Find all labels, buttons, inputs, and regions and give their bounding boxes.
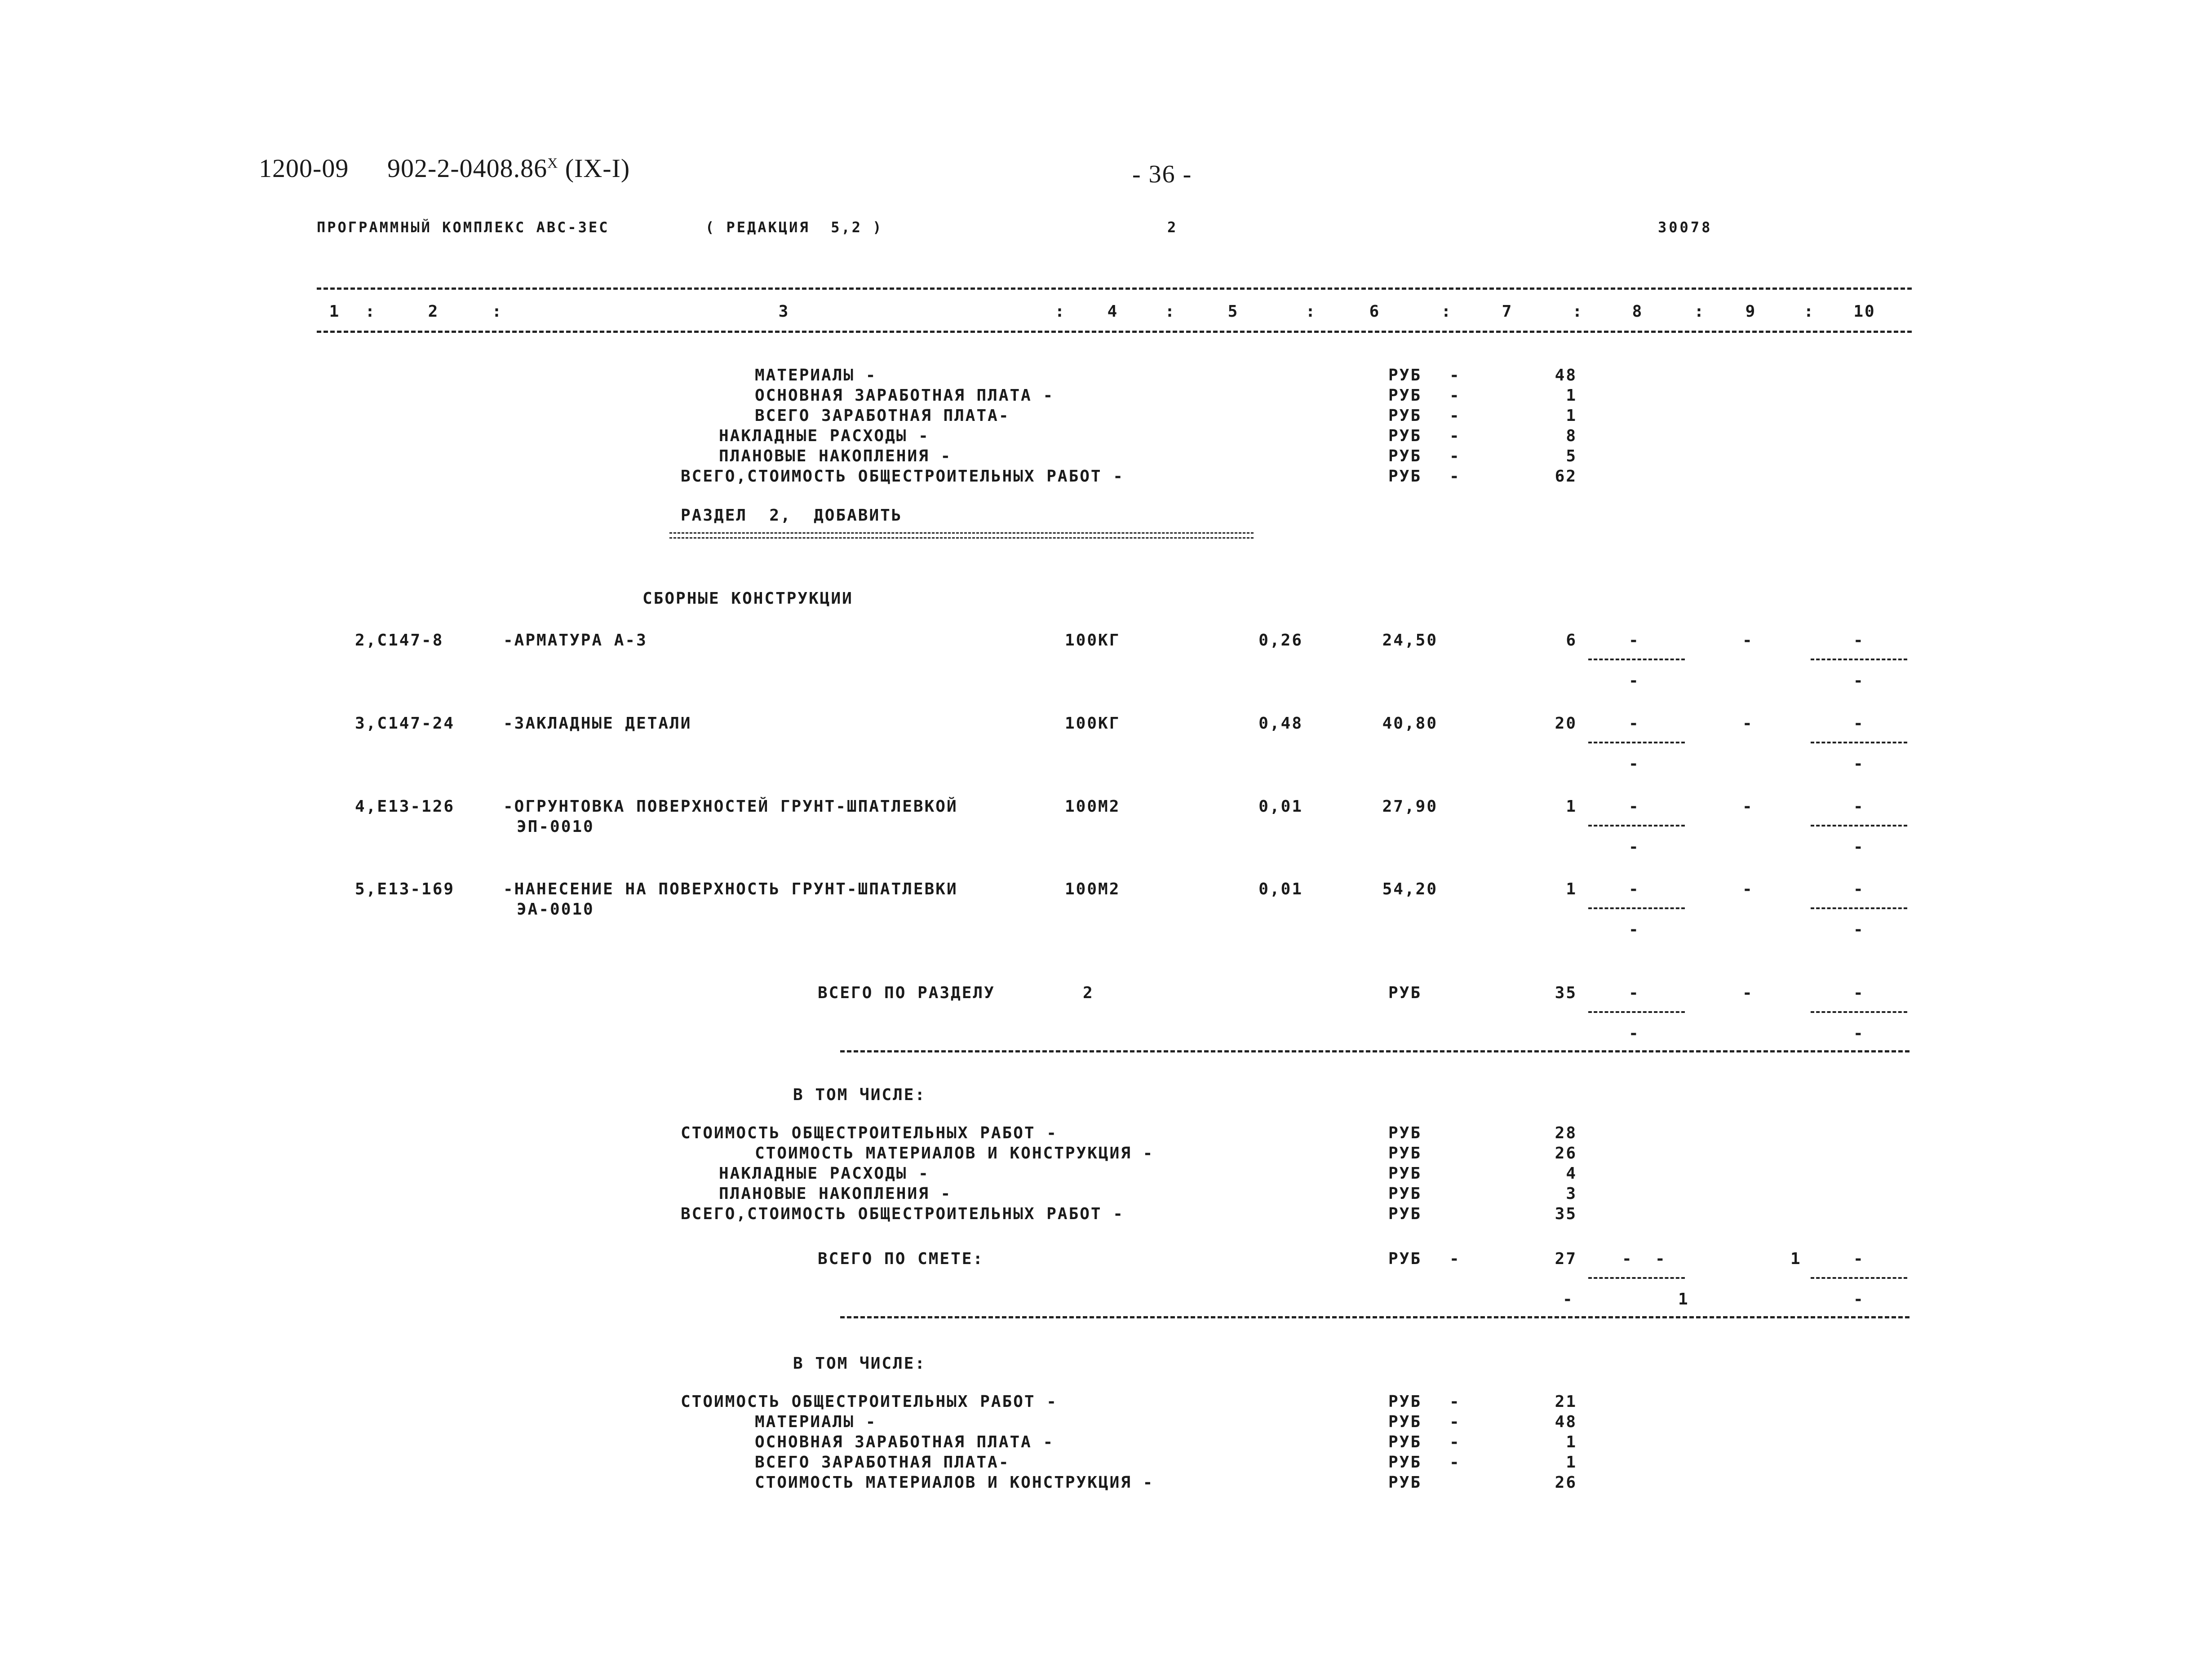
summary-top-label-3: НАКЛАДНЫЕ РАСХОДЫ - [719,427,930,445]
col10-bottom-mark: - [1853,838,1865,856]
col10-bottom-mark: - [1853,672,1865,690]
col-sep-9: : [1803,302,1815,321]
col-sep-7: : [1572,302,1584,321]
in-that-2-unit-4: РУБ [1388,1473,1422,1492]
col9-top-mark: - [1742,797,1754,816]
col8-rule [1588,1277,1685,1279]
col8-top-mark: - [1629,797,1640,816]
col10-rule [1811,742,1907,743]
estimate-total-unit: РУБ [1388,1250,1422,1268]
summary-top-value-3: 8 [1566,427,1577,445]
section-total-rule [840,1050,1909,1052]
item-code: 3,С147-24 [355,714,455,733]
in-that-1-label-2: НАКЛАДНЫЕ РАСХОДЫ - [719,1164,930,1183]
col-5-label: 5 [1227,302,1239,321]
item-name: -АРМАТУРА А-3 [503,631,647,650]
item-qty: 0,01 [1258,880,1303,898]
summary-top-label-5: ВСЕГО,СТОИМОСТЬ ОБЩЕСТРОИТЕЛЬНЫХ РАБОТ - [681,467,1124,486]
summary-top-dash-2: - [1449,407,1461,425]
estimate-col10-top: - [1853,1250,1865,1268]
doc-ref: 1200-09 [259,154,349,183]
col10-bottom-mark: - [1853,920,1865,939]
item-cost: 1 [1566,797,1577,816]
col8-top-mark: - [1629,714,1640,733]
program-name: ПРОГРАММНЫЙ КОМПЛЕКС АВС-3ЕС [317,219,610,236]
in-that-1-unit-1: РУБ [1388,1144,1422,1163]
summary-top-dash-3: - [1449,427,1461,445]
doc-code-sup: X [547,155,558,171]
estimate-total-label: ВСЕГО ПО СМЕТЕ: [818,1250,984,1268]
in-that-2-dash-3: - [1449,1453,1461,1472]
in-that-2-label-0: СТОИМОСТЬ ОБЩЕСТРОИТЕЛЬНЫХ РАБОТ - [681,1393,1058,1411]
col-3-label: 3 [778,302,790,321]
in-that-1-label-3: ПЛАНОВЫЕ НАКОПЛЕНИЯ - [719,1185,952,1203]
item-name-continued: ЭП-0010 [517,818,594,836]
in-that-title-1: В ТОМ ЧИСЛЕ: [793,1086,926,1104]
summary-top-unit-2: РУБ [1388,407,1422,425]
col-7-label: 7 [1502,302,1513,321]
in-that-1-unit-0: РУБ [1388,1124,1422,1142]
estimate-total-value: 27 [1555,1250,1577,1268]
estimate-col8-top: - - [1622,1250,1666,1268]
section-total-label: ВСЕГО ПО РАЗДЕЛУ [818,984,995,1002]
in-that-2-dash-1: - [1449,1413,1461,1431]
summary-top-unit-3: РУБ [1388,427,1422,445]
col9-top-mark: - [1742,984,1754,1002]
col-2-label: 2 [428,302,439,321]
col9-top-mark: - [1742,880,1754,898]
in-that-1-unit-3: РУБ [1388,1185,1422,1203]
col10-rule [1811,1277,1907,1279]
header-rule-bottom [317,331,1912,333]
in-that-2-value-2: 1 [1566,1433,1577,1451]
in-that-2-value-3: 1 [1566,1453,1577,1472]
estimate-col8-bottom-b: 1 [1678,1290,1689,1309]
col8-rule [1588,1011,1685,1013]
estimate-col8-bottom-a: - [1563,1290,1574,1309]
summary-top-value-4: 5 [1566,447,1577,465]
item-qty: 0,26 [1258,631,1303,650]
col-1-label: 1 [329,302,341,321]
col10-top-mark: - [1853,880,1865,898]
item-unit: 100М2 [1065,880,1121,898]
doc-code-main: 902-2-0408.86 [387,154,548,183]
in-that-2-unit-1: РУБ [1388,1413,1422,1431]
item-name: -ОГРУНТОВКА ПОВЕРХНОСТЕЙ ГРУНТ-ШПАТЛЕВКОЙ [503,797,958,816]
in-that-2-unit-3: РУБ [1388,1453,1422,1472]
col8-rule [1588,907,1685,909]
col-4-label: 4 [1107,302,1119,321]
program-edition: ( РЕДАКЦИЯ 5,2 ) [705,219,883,236]
item-price: 40,80 [1382,714,1438,733]
section-underline [669,532,1254,539]
in-that-2-label-4: СТОИМОСТЬ МАТЕРИАЛОВ И КОНСТРУКЦИЯ - [755,1473,1154,1492]
in-that-1-label-4: ВСЕГО,СТОИМОСТЬ ОБЩЕСТРОИТЕЛЬНЫХ РАБОТ - [681,1205,1124,1223]
col-6-label: 6 [1369,302,1381,321]
col-sep-8: : [1694,302,1706,321]
item-unit: 100КГ [1065,714,1121,733]
col-sep-4: : [1165,302,1176,321]
col8-bottom-mark: - [1629,920,1640,939]
col8-rule [1588,742,1685,743]
item-price: 27,90 [1382,797,1438,816]
summary-top-dash-0: - [1449,366,1461,385]
section-subtitle: СБОРНЫЕ КОНСТРУКЦИИ [642,589,853,608]
in-that-2-label-3: ВСЕГО ЗАРАБОТНАЯ ПЛАТА- [755,1453,1010,1472]
in-that-2-unit-0: РУБ [1388,1393,1422,1411]
col10-bottom-mark: - [1853,755,1865,773]
summary-top-unit-0: РУБ [1388,366,1422,385]
col10-top-mark: - [1853,714,1865,733]
in-that-2-label-2: ОСНОВНАЯ ЗАРАБОТНАЯ ПЛАТА - [755,1433,1054,1451]
col8-top-mark: - [1629,631,1640,650]
in-that-1-unit-2: РУБ [1388,1164,1422,1183]
in-that-1-value-2: 4 [1566,1164,1577,1183]
estimate-col9-top: 1 [1790,1250,1802,1268]
estimate-col10-bottom: - [1853,1290,1865,1309]
col10-rule [1811,825,1907,827]
summary-top-value-5: 62 [1555,467,1577,486]
item-code: 4,Е13-126 [355,797,455,816]
in-that-1-label-0: СТОИМОСТЬ ОБЩЕСТРОИТЕЛЬНЫХ РАБОТ - [681,1124,1058,1142]
summary-top-unit-1: РУБ [1388,386,1422,405]
in-that-1-label-1: СТОИМОСТЬ МАТЕРИАЛОВ И КОНСТРУКЦИЯ - [755,1144,1154,1163]
summary-top-dash-5: - [1449,467,1461,486]
col-sep-1: : [365,302,377,321]
in-that-title-2: В ТОМ ЧИСЛЕ: [793,1354,926,1373]
doc-code [387,155,630,181]
item-cost: 1 [1566,880,1577,898]
col-sep-6: : [1441,302,1453,321]
in-that-2-value-1: 48 [1555,1413,1577,1431]
col8-bottom-mark: - [1629,838,1640,856]
col8-rule [1588,659,1685,660]
item-qty: 0,01 [1258,797,1303,816]
program-code: 2 [1167,219,1178,236]
doc-code-suffix: (IX-I) [565,154,630,183]
col8-bottom-mark: - [1629,755,1640,773]
in-that-2-unit-2: РУБ [1388,1433,1422,1451]
col10-rule [1811,1011,1907,1013]
page-number: - 36 - [1132,160,1192,188]
col10-bottom-mark: - [1853,1024,1865,1043]
item-price: 54,20 [1382,880,1438,898]
col10-top-mark: - [1853,984,1865,1002]
summary-top-label-4: ПЛАНОВЫЕ НАКОПЛЕНИЯ - [719,447,952,465]
col-sep-3: : [1054,302,1066,321]
summary-top-label-1: ОСНОВНАЯ ЗАРАБОТНАЯ ПЛАТА - [755,386,1054,405]
col10-rule [1811,907,1907,909]
in-that-2-value-0: 21 [1555,1393,1577,1411]
col10-rule [1811,659,1907,660]
summary-top-dash-4: - [1449,447,1461,465]
estimate-total-rule [840,1316,1909,1318]
col10-top-mark: - [1853,631,1865,650]
section-total-number: 2 [1083,984,1094,1002]
section-total-value: 35 [1555,984,1577,1002]
col-10-label: 10 [1853,302,1876,321]
col10-top-mark: - [1853,797,1865,816]
summary-top-label-0: МАТЕРИАЛЫ - [755,366,877,385]
item-code: 2,С147-8 [355,631,444,650]
in-that-1-value-1: 26 [1555,1144,1577,1163]
item-cost: 6 [1566,631,1577,650]
col8-top-mark: - [1629,880,1640,898]
item-price: 24,50 [1382,631,1438,650]
col8-bottom-mark: - [1629,672,1640,690]
in-that-2-label-1: МАТЕРИАЛЫ - [755,1413,877,1431]
item-code: 5,Е13-169 [355,880,455,898]
summary-top-unit-5: РУБ [1388,467,1422,486]
item-cost: 20 [1555,714,1577,733]
item-qty: 0,48 [1258,714,1303,733]
summary-top-value-0: 48 [1555,366,1577,385]
summary-top-dash-1: - [1449,386,1461,405]
header-rule-top [317,287,1912,290]
summary-top-value-2: 1 [1566,407,1577,425]
col9-top-mark: - [1742,714,1754,733]
in-that-2-value-4: 26 [1555,1473,1577,1492]
col-sep-5: : [1305,302,1317,321]
section-total-unit: РУБ [1388,984,1422,1002]
estimate-total-dash: - [1449,1250,1461,1268]
col8-rule [1588,825,1685,827]
summary-top-label-2: ВСЕГО ЗАРАБОТНАЯ ПЛАТА- [755,407,1010,425]
col-8-label: 8 [1632,302,1644,321]
col-sep-2: : [492,302,503,321]
summary-top-unit-4: РУБ [1388,447,1422,465]
in-that-2-dash-2: - [1449,1433,1461,1451]
item-name-continued: ЭА-0010 [517,900,594,919]
in-that-1-value-3: 3 [1566,1185,1577,1203]
in-that-2-dash-0: - [1449,1393,1461,1411]
in-that-1-value-0: 28 [1555,1124,1577,1142]
col-9-label: 9 [1745,302,1757,321]
in-that-1-unit-4: РУБ [1388,1205,1422,1223]
item-unit: 100М2 [1065,797,1121,816]
col8-top-mark: - [1629,984,1640,1002]
in-that-1-value-4: 35 [1555,1205,1577,1223]
item-unit: 100КГ [1065,631,1121,650]
col8-bottom-mark: - [1629,1024,1640,1043]
section-title: РАЗДЕЛ 2, ДОБАВИТЬ [681,506,903,525]
program-number: 30078 [1658,219,1713,236]
item-name: -НАНЕСЕНИЕ НА ПОВЕРХНОСТЬ ГРУНТ-ШПАТЛЕВКИ [503,880,958,898]
item-name: -ЗАКЛАДНЫЕ ДЕТАЛИ [503,714,692,733]
summary-top-value-1: 1 [1566,386,1577,405]
col9-top-mark: - [1742,631,1754,650]
